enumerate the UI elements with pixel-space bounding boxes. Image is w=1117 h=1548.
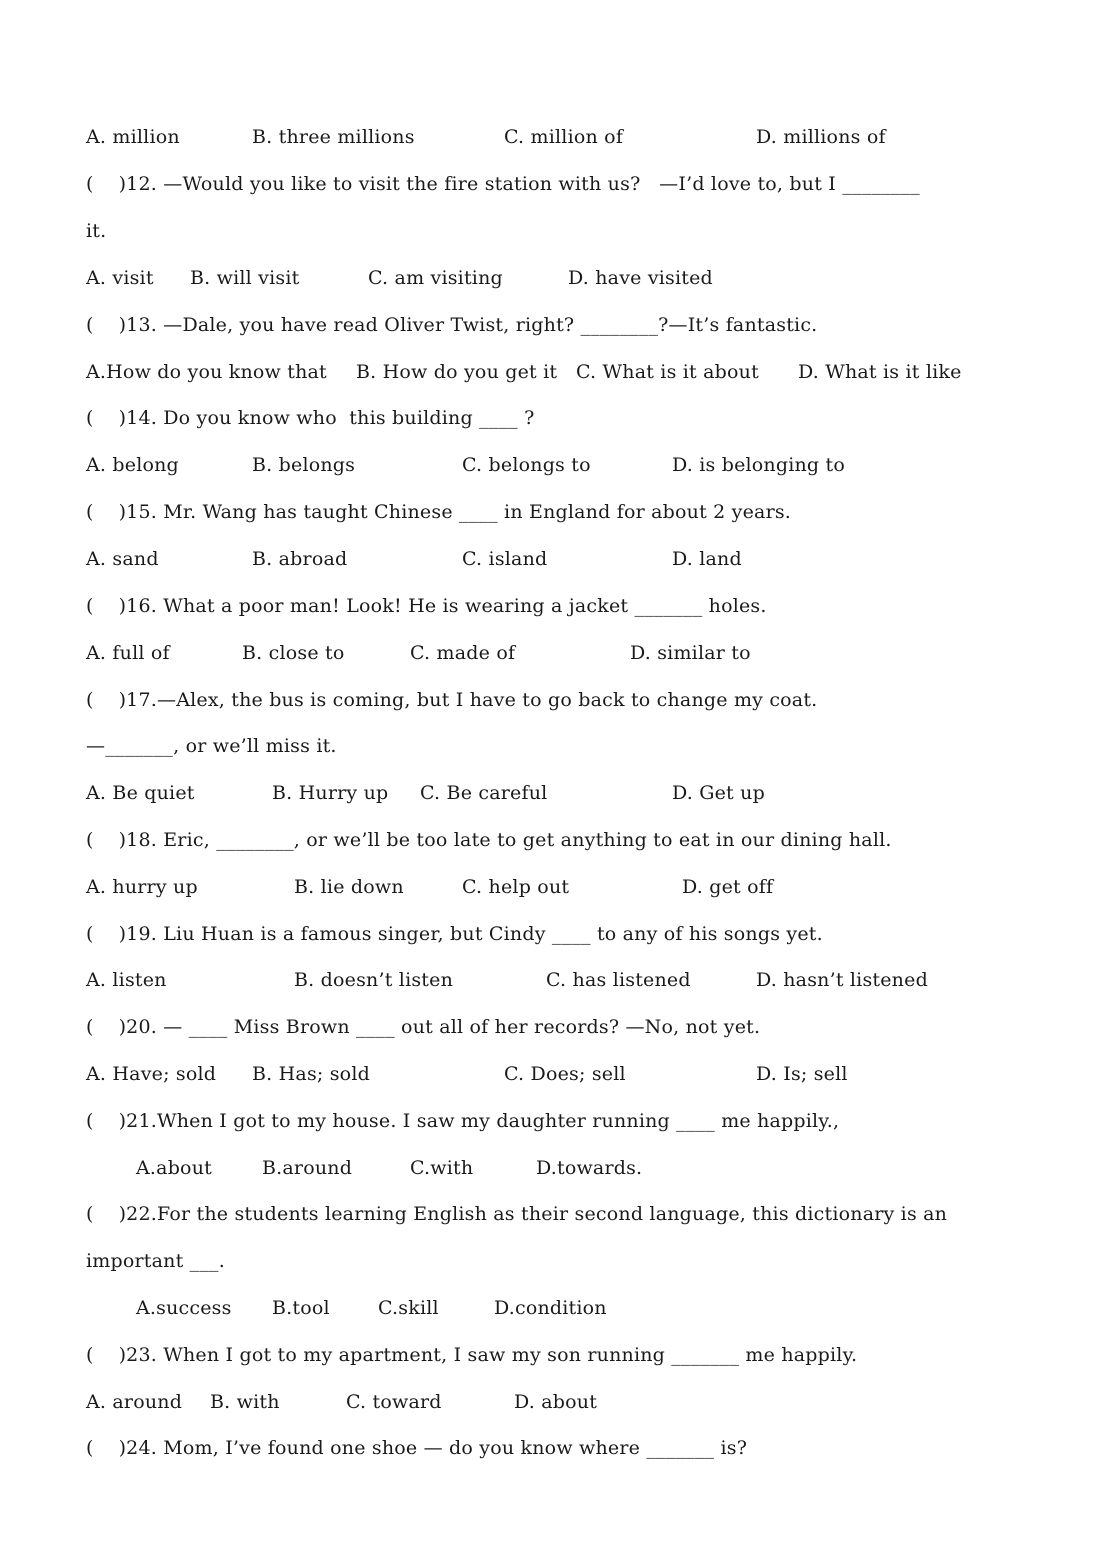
option-a: A. Have; sold xyxy=(86,1063,217,1085)
option-d: D. similar to xyxy=(630,642,751,664)
question-15: ( )15. Mr. Wang has taught Chinese ____ in England for about 2 years. xyxy=(86,501,792,523)
question-continuation: it. xyxy=(86,220,107,242)
question-23: ( )23. When I got to my apartment, I saw my son running _______ me happily. xyxy=(86,1344,858,1366)
option-c: C.with xyxy=(410,1157,474,1179)
option-b: B. belongs xyxy=(252,454,356,476)
option-b: B. abroad xyxy=(252,548,348,570)
question-18: ( )18. Eric, ________, or we’ll be too late to get anything to eat in our dining hall. xyxy=(86,829,892,851)
question-14: ( )14. Do you know who this building ____ ? xyxy=(86,407,535,429)
question-19: ( )19. Liu Huan is a famous singer, but Cindy ____ to any of his songs yet. xyxy=(86,923,823,945)
option-c: C. am visiting xyxy=(368,267,503,289)
option-b: B. doesn’t listen xyxy=(294,969,454,991)
option-a: A.success xyxy=(136,1297,232,1319)
option-b: B. three millions xyxy=(252,126,415,148)
option-a: A. Be quiet xyxy=(86,782,195,804)
option-a: A. visit xyxy=(86,267,154,289)
question-20: ( )20. — ____ Miss Brown ____ out all of her records? —No, not yet. xyxy=(86,1016,761,1038)
question-13: ( )13. —Dale, you have read Oliver Twist, right? ________?—It’s fantastic. xyxy=(86,314,818,336)
option-c: C. Be careful xyxy=(420,782,548,804)
option-b: B. How do you get it xyxy=(356,361,558,383)
option-c: C. toward xyxy=(346,1391,442,1413)
option-a: A. around xyxy=(86,1391,183,1413)
option-b: B. Has; sold xyxy=(252,1063,370,1085)
question-24: ( )24. Mom, I’ve found one shoe — do you know where _______ is? xyxy=(86,1437,748,1459)
option-d: D. get off xyxy=(682,876,774,898)
option-b: B. with xyxy=(210,1391,280,1413)
option-a: A. hurry up xyxy=(86,876,198,898)
option-a: A. listen xyxy=(86,969,167,991)
option-a: A. full of xyxy=(86,642,170,664)
option-c: C.skill xyxy=(378,1297,439,1319)
option-d: D. have visited xyxy=(568,267,713,289)
option-c: C. belongs to xyxy=(462,454,591,476)
option-d: D. millions of xyxy=(756,126,886,148)
option-d: D. Is; sell xyxy=(756,1063,848,1085)
question-continuation: —_______, or we’ll miss it. xyxy=(86,735,337,757)
question-16: ( )16. What a poor man! Look! He is wearing a jacket _______ holes. xyxy=(86,595,767,617)
option-d: D. hasn’t listened xyxy=(756,969,928,991)
option-c: C. Does; sell xyxy=(504,1063,626,1085)
option-b: B.around xyxy=(262,1157,353,1179)
option-c: C. made of xyxy=(410,642,516,664)
option-c: C. has listened xyxy=(546,969,691,991)
option-b: B. lie down xyxy=(294,876,404,898)
question-continuation: important ___. xyxy=(86,1250,225,1272)
option-b: B. will visit xyxy=(190,267,300,289)
question-12: ( )12. —Would you like to visit the fire station with us? —I’d love to, but I ________ xyxy=(86,173,920,195)
option-d: D. is belonging to xyxy=(672,454,846,476)
option-d: D. Get up xyxy=(672,782,765,804)
option-b: B. close to xyxy=(242,642,345,664)
option-c: C. help out xyxy=(462,876,570,898)
option-c: C. What is it about xyxy=(576,361,759,383)
option-d: D. What is it like xyxy=(798,361,962,383)
option-b: B.tool xyxy=(272,1297,330,1319)
question-17: ( )17.—Alex, the bus is coming, but I have to go back to change my coat. xyxy=(86,689,818,711)
option-b: B. Hurry up xyxy=(272,782,389,804)
option-d: D. about xyxy=(514,1391,598,1413)
option-c: C. million of xyxy=(504,126,624,148)
option-a: A.How do you know that xyxy=(86,361,327,383)
option-c: C. island xyxy=(462,548,548,570)
question-22: ( )22.For the students learning English as their second language, this dictionary is an xyxy=(86,1203,948,1225)
question-21: ( )21.When I got to my house. I saw my daughter running ____ me happily., xyxy=(86,1110,840,1132)
option-d: D.towards. xyxy=(536,1157,643,1179)
option-a: A. belong xyxy=(86,454,179,476)
option-d: D.condition xyxy=(494,1297,607,1319)
option-a: A.about xyxy=(136,1157,212,1179)
option-d: D. land xyxy=(672,548,742,570)
option-a: A. million xyxy=(86,126,180,148)
option-a: A. sand xyxy=(86,548,159,570)
